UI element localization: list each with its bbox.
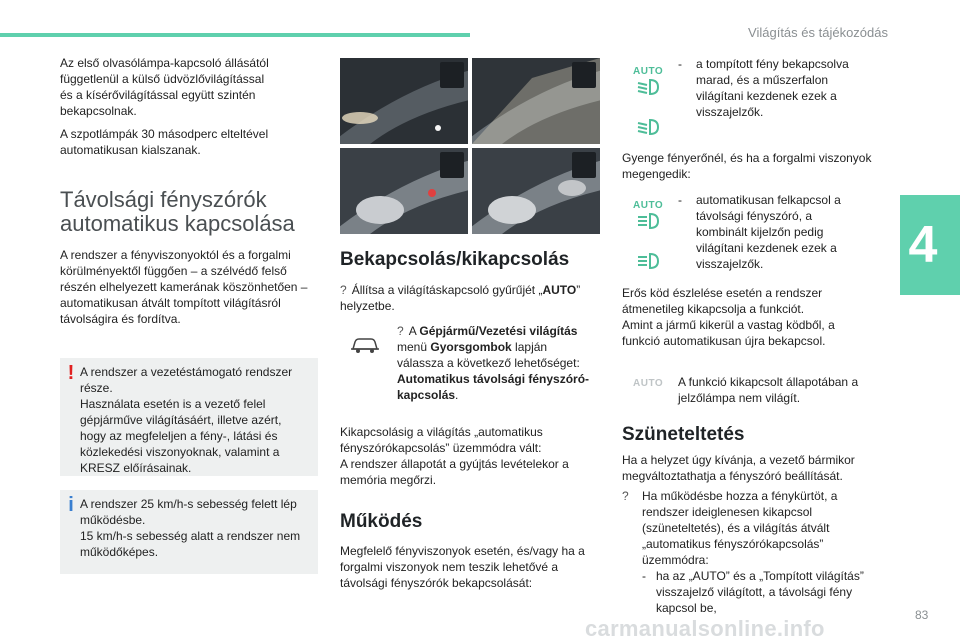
- heading-pause: Szüneteltetés: [622, 424, 745, 445]
- step-ring-text-c: ” helyzetbe.: [340, 283, 581, 313]
- watermark: carmanualsonline.info: [585, 616, 825, 640]
- high-beam-icon: [440, 62, 464, 88]
- low-beam-icon: [572, 152, 596, 178]
- list-lowbeam: - a tompított fény bekapcsolva marad, és a műszerfalon világítani kezdenek ezek a visszajelzők.: [678, 56, 873, 120]
- heading-operation: Működés: [340, 511, 423, 532]
- step-menu-f: Automatikus távolsági fényszóró-kapcsolás: [397, 372, 590, 402]
- photo-dark-road-beam: [472, 58, 600, 144]
- section-title: Világítás és tájékozódás: [748, 25, 888, 40]
- highbeam-icon: [636, 252, 662, 270]
- step-flash: ? Ha működésbe hozza a fénykürtöt, a rendszer ideiglenesen kikapcsol (szüneteltetés), és a világítás átvált „automatikus fényszórókapcsolás” üzemmódra:: [622, 488, 880, 568]
- low-beam-icon: [440, 152, 464, 178]
- list-highbeam: - automatikusan felkapcsol a távolsági fényszóró, a kombinált kijelzőn pedig világítani kezdenek ezek a visszajelzők.: [678, 192, 863, 272]
- paragraph-system-intro: A rendszer a fényviszonyoktól és a forgalmi körülményektől függően – a szélvédő felső részén elhelyezett kamerának köszönhetően – automatikusan átvált tompított világításról távolságira és fordítva.: [60, 248, 308, 326]
- auto-off-label: AUTO: [633, 378, 664, 389]
- warning-icon: !: [67, 362, 75, 384]
- paragraph-reading-lamp: Az első olvasólámpa-kapcsoló állásától függetlenül a külső üdvözlővilágítással és a kísérővilágítással együtt szintén bekapcsolnak.: [60, 56, 269, 118]
- info-icon: i: [68, 494, 74, 516]
- step-menu-a: A: [408, 324, 420, 338]
- high-beam-icon: [572, 62, 596, 88]
- page-number: 83: [915, 608, 929, 622]
- step-menu: ? A Gépjármű/Vezetési világítás menü Gyorsgombok lapján válassza a következő lehetőséget: Automatikus távolsági fényszóró-kapcsolás.: [397, 324, 590, 402]
- list-highbeam-text: automatikusan felkapcsol a távolsági fényszóró, a kombinált kijelzőn pedig világítani kezdenek ezek a visszajelzők.: [696, 193, 841, 271]
- info-text: A rendszer 25 km/h-s sebesség felett lép működésbe. 15 km/h-s sebesség alatt a rendszer nem működőképes.: [80, 497, 301, 559]
- step-ring: ? Állítsa a világításkapcsoló gyűrűjét „AUTO” helyzetbe.: [340, 283, 581, 313]
- list-lowbeam-text: a tompított fény bekapcsolva marad, és a műszerfalon világítani kezdenek ezek a visszajelzők.: [696, 57, 849, 119]
- info-note: [60, 490, 318, 574]
- auto-highbeam-icon: [636, 212, 662, 230]
- car-settings-icon: [350, 335, 380, 355]
- step-ring-text-b: AUTO: [542, 283, 577, 297]
- lowbeam-icon: [636, 118, 662, 136]
- step-menu-c: menü: [397, 340, 431, 354]
- warning-text: A rendszer a vezetéstámogató rendszer része. Használata esetén is a vezető felel gépjárműve világításáért, illetve azért, hogy az megfeleljen a fény-, látási és közlekedési viszonyoknak, valamint a KRESZ előírásainak.: [80, 365, 293, 475]
- sub-step-flash-text: ha az „AUTO” és a „Tompított világítás” visszajelző világított, a távolsági fény kapcsol be,: [656, 569, 864, 615]
- step-menu-g: .: [455, 388, 459, 402]
- chapter-number: 4: [908, 216, 938, 274]
- step-menu-e: lapján válassza a következő lehetőséget:: [397, 340, 580, 370]
- auto-indicator-label: AUTO: [633, 200, 664, 211]
- step-flash-text: Ha működésbe hozza a fénykürtöt, a rendszer ideiglenesen kikapcsol (szüneteltetés), és a világítás átvált „automatikus fényszórókapcsolás” üzemmódra:: [642, 489, 838, 567]
- step-ring-text-a: Állítsa a világításkapcsoló gyűrűjét „: [351, 283, 543, 297]
- page-title: Távolsági fényszórók automatikus kapcsolása: [60, 187, 295, 236]
- step-menu-b: Gépjármű/Vezetési világítás: [419, 324, 578, 338]
- heading-on-off: Bekapcsolás/kikapcsolás: [340, 249, 570, 270]
- auto-lowbeam-icon: [636, 78, 662, 96]
- paragraph-operation: Megfelelő fényviszonyok esetén, és/vagy ha a forgalmi viszonyok nem teszik lehetővé a távolsági fényszórók bekapcsolását:: [340, 544, 585, 590]
- photo-following-car: [472, 148, 600, 234]
- paragraph-off-state: A funkció kikapcsolt állapotában a jelzőlámpa nem világít.: [678, 375, 859, 405]
- header-accent-bar: [0, 33, 470, 37]
- auto-indicator-label: AUTO: [633, 66, 664, 77]
- photo-dark-road: [340, 58, 468, 144]
- sub-step-flash: - ha az „AUTO” és a „Tompított világítás” visszajelző világított, a távolsági fény kapcsol be,: [642, 568, 880, 616]
- warning-note: [60, 358, 318, 476]
- paragraph-spotlamps: A szpotlámpák 30 másodperc elteltével automatikusan kialszanak.: [60, 127, 269, 157]
- paragraph-on-off: Kikapcsolásig a világítás „automatikus fényszórókapcsolás” üzemmódra vált: A rendszer állapotát a gyújtás levételekor a memória megőrzi.: [340, 425, 569, 487]
- photo-oncoming-car: [340, 148, 468, 234]
- paragraph-fog: Erős köd észlelése esetén a rendszer átmenetileg kikapcsolja a funkciót. Amint a jármű kikerül a vastag ködből, a funkció automatikusan újra bekapcsol.: [622, 286, 835, 348]
- paragraph-pause: Ha a helyzet úgy kívánja, a vezető bármikor megváltoztathatja a fényszóró beállítását.: [622, 453, 855, 483]
- step-menu-d: Gyorsgombok: [430, 340, 512, 354]
- paragraph-low-light: Gyenge fényerőnél, és ha a forgalmi viszonyok megengedik:: [622, 151, 872, 181]
